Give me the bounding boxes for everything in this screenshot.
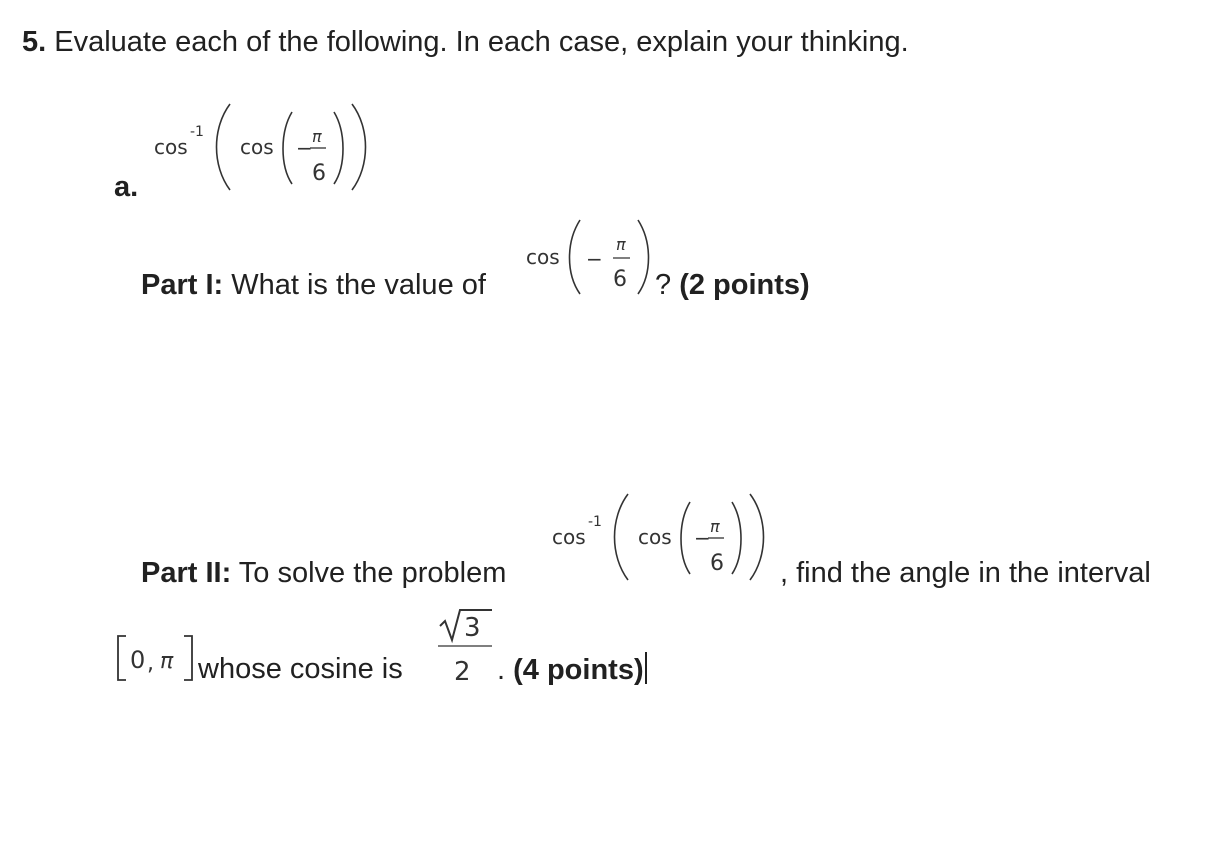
func-outer: cos — [154, 135, 188, 159]
interval-comma: , — [147, 651, 154, 676]
fraction-denominator: 2 — [454, 657, 471, 687]
func: cos — [526, 245, 560, 269]
close-paren — [638, 220, 649, 294]
inner-close-paren — [732, 502, 741, 574]
outer-close-paren — [750, 494, 764, 580]
part-1-points: (2 points) — [679, 269, 810, 301]
part-a-label: a. — [114, 171, 139, 203]
open-paren — [570, 220, 581, 294]
sqrt-radicand: 3 — [464, 613, 481, 643]
inner-close-paren — [334, 112, 343, 184]
fraction-numerator: π — [616, 235, 626, 254]
part-2-line — [141, 556, 506, 590]
inner-open-paren — [681, 502, 690, 574]
part-2-after-expression: , find the angle in the interval — [780, 557, 1151, 589]
part-1-suffix: ? — [655, 269, 672, 301]
func-inner: cos — [638, 525, 672, 549]
part-1-tail — [655, 268, 810, 302]
inner-open-paren — [283, 112, 292, 184]
func-outer: cos — [552, 525, 586, 549]
func-inner: cos — [240, 135, 274, 159]
fraction-denominator: 6 — [710, 551, 724, 576]
text-cursor — [645, 652, 647, 684]
outer-open-paren — [615, 494, 629, 580]
part-1-text: What is the value of — [231, 269, 486, 301]
cosine-value-fraction — [430, 604, 496, 688]
part-2-text: To solve the problem — [238, 557, 507, 589]
question-prompt: Evaluate each of the following. In each case, explain your thinking. — [54, 26, 909, 58]
outer-open-paren — [217, 104, 231, 190]
interval-close-bracket — [184, 636, 192, 680]
part-1-line — [141, 268, 486, 302]
exponent: -1 — [190, 124, 204, 140]
interval-open-bracket — [118, 636, 126, 680]
interval-expression — [114, 632, 200, 686]
outer-close-paren — [352, 104, 366, 190]
part-a-expression — [150, 98, 380, 198]
part-2-points: (4 points) — [513, 654, 644, 686]
part-2-label: Part II: — [141, 557, 232, 589]
part-1-label: Part I: — [141, 269, 224, 301]
part-2-expression — [548, 488, 780, 588]
part-2-text2: whose cosine is — [198, 653, 403, 685]
exponent: -1 — [588, 514, 602, 530]
question-number: 5. — [22, 26, 47, 58]
minus-sign: − — [296, 136, 313, 160]
fraction-denominator: 6 — [312, 161, 326, 186]
interval-lower: 0 — [130, 646, 146, 674]
fraction-numerator: π — [710, 517, 720, 536]
part-1-expression — [524, 214, 654, 300]
minus-sign: − — [694, 526, 711, 550]
part-2-period: . — [497, 654, 506, 686]
fraction-denominator: 6 — [613, 267, 627, 292]
minus-sign: − — [586, 247, 603, 271]
part-2-tail — [497, 652, 647, 687]
interval-upper: π — [160, 649, 174, 674]
question-title — [22, 22, 909, 62]
fraction-numerator: π — [312, 127, 322, 146]
